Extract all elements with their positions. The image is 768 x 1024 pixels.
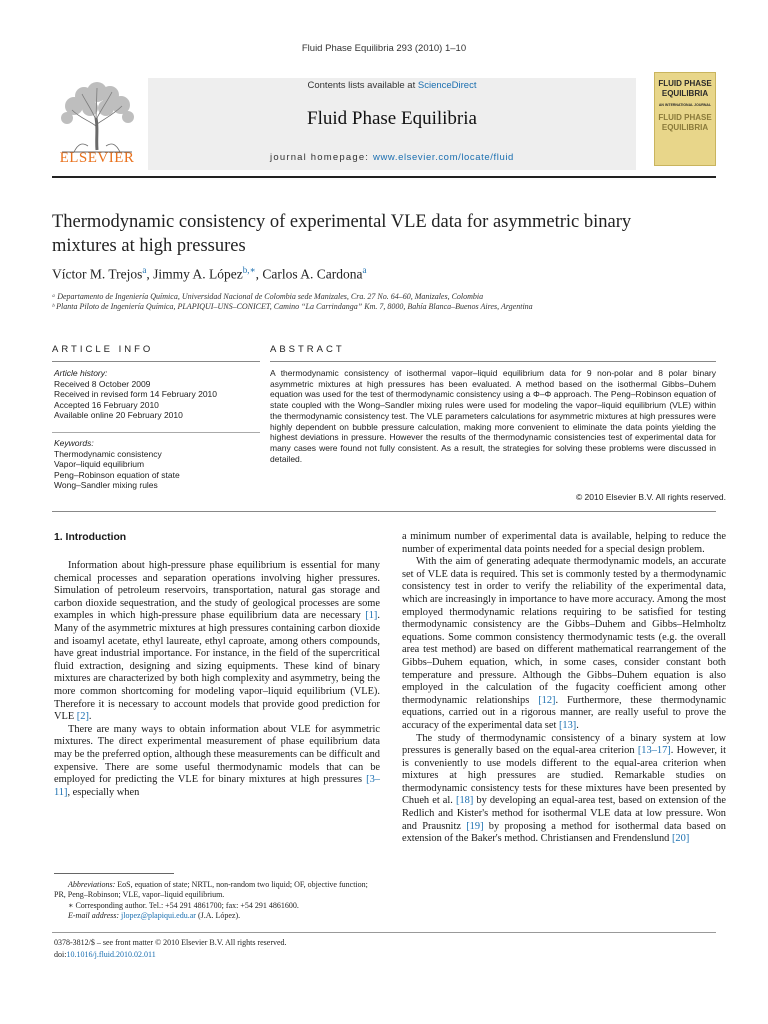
citation-link[interactable]: [18] <box>455 795 474 807</box>
elsevier-wordmark: ELSEVIER <box>59 150 135 166</box>
header-rule <box>52 176 716 178</box>
article-info-rule <box>52 361 260 362</box>
text-run: . <box>88 711 92 723</box>
author-name[interactable]: Víctor M. Trejos <box>52 266 143 282</box>
footnotes <box>54 880 380 922</box>
text-run: . Furthermore, these thermodynamic equations, carried out in a rigorous manner, are really useful to prove the accuracy of the experimental data set <box>402 694 726 731</box>
cover-subtitle: AN INTERNATIONAL JOURNAL <box>658 103 712 107</box>
abbreviations-footnote <box>54 880 380 901</box>
author-list: Víctor M. Trejos$^a$, Jimmy A. López$^{b,∗}$, Carlos A. Cardona$^a$ <box>52 265 367 282</box>
corresponding-author-footnote: ∗ Corresponding author. Tel.: +54 291 4861700; fax: +54 291 4861600. <box>68 900 299 910</box>
email-label: E-mail address: <box>68 911 120 921</box>
text-run: There are many ways to obtain information about VLE for asymmetric mixtures. The direct experimental measurement of phase equilibrium data may be the preferred option, although these measurements can be difficult and expensive. There are some useful thermodynamic models that can be employed for predicting the VLE for binary mixtures at high pressures <box>54 723 380 786</box>
abstract-rule <box>270 361 716 362</box>
cover-title-line: EQUILIBRIA <box>661 89 709 98</box>
history-item: Received 8 October 2009 <box>54 378 151 389</box>
history-label: Article history: <box>54 368 108 378</box>
text-run: . <box>576 719 579 731</box>
affiliation-mark[interactable]: b,∗ <box>242 265 256 275</box>
cover-title-line: FLUID PHASE <box>658 79 712 88</box>
keyword-item: Peng–Robinson equation of state <box>54 469 180 480</box>
affiliation-a: ᵃ Departamento de Ingeniería Química, Universidad Nacional de Colombia sede Manizales, Cra. 27 No. 64–60, Manizales, Colombia <box>52 292 484 301</box>
keywords-label: Keywords: <box>54 438 94 448</box>
paragraph <box>402 733 726 846</box>
abstract-body: A thermodynamic consistency of isothermal vapor–liquid equilibrium data for 9 non-polar and 8 polar binary asymmetric mixtures at high pressures has been evaluated. A method based on the isothermal Gibbs–Duhem equation was used for the test of thermodynamic consistency using a Φ–Φ approach. The Peng–Robinson equation of state coupled with the Wong–Sandler mixing rules were used for modeling the vapor–liquid equilibrium (VLE) within the thermodynamic consistency test. The VLE parameters calculations for asymmetric mixtures at high pressures were highly dependent on bubble pressure calculation, making more convenient to eliminate the data points yielding the highest deviations in pressure. However the results of the thermodynamic consistencies test of experimental data for many cases were found not fully consistent. As a result, the strategies for solving these problems were discussed in detailed. <box>270 368 716 464</box>
homepage-url-link[interactable]: www.elsevier.com/locate/fluid <box>372 152 514 163</box>
keyword-item: Wong–Sandler mixing rules <box>54 480 158 491</box>
citation-link[interactable]: [20] <box>671 833 690 845</box>
email-footnote <box>54 911 380 921</box>
citation-link[interactable]: [2] <box>76 711 89 723</box>
abstract-heading: ABSTRACT <box>270 344 345 355</box>
running-head: Fluid Phase Equilibria 293 (2010) 1–10 <box>301 43 467 54</box>
citation-link[interactable]: [19] <box>466 820 484 832</box>
email-link[interactable]: jlopez@plapiqui.edu.ar <box>121 911 196 921</box>
text-run: by proposing a method for isothermal data based on extension of the Baker's method. Christiansen and Frendenslund <box>402 820 726 845</box>
keyword-item: Vapor–liquid equilibrium <box>54 459 145 470</box>
right-text-column <box>402 531 726 846</box>
citation-link[interactable]: [13] <box>558 719 577 731</box>
cover-title-line: EQUILIBRIA <box>661 123 709 132</box>
paragraph: a minimum number of experimental data is available, helping to reduce the number of experimental data points needed for a special design problem. <box>402 531 726 555</box>
author-name[interactable]: Jimmy A. López <box>153 266 243 282</box>
history-item: Accepted 16 February 2010 <box>54 399 159 410</box>
article-title <box>52 210 722 258</box>
footnote-rule <box>54 873 174 874</box>
author-name[interactable]: Carlos A. Cardona <box>262 266 363 282</box>
abbreviations-text: EoS, equation of state; NRTL, non-random two liquid; OF, objective function; PR, Peng–Robinson; VLE, vapor–liquid equilibrium. <box>54 880 368 900</box>
citation-link[interactable]: [13–17] <box>637 745 671 757</box>
text-run: The study of thermodynamic consistency of a binary system at low pressures is generally based on the equal-area criterion <box>402 732 726 757</box>
cover-title-line: FLUID PHASE <box>658 113 712 122</box>
abstract-copyright: © 2010 Elsevier B.V. All rights reserved. <box>575 492 726 502</box>
doi-line <box>54 950 156 959</box>
abbreviations-label: Abbreviations: <box>68 880 116 889</box>
journal-cover-thumbnail[interactable] <box>654 72 716 166</box>
article-title-line: Thermodynamic consistency of experimental VLE data for asymmetric binary <box>52 212 632 232</box>
homepage-prefix: journal homepage: <box>270 152 373 163</box>
citation-link[interactable]: [1] <box>365 610 378 622</box>
text-run: , especially when <box>67 786 140 798</box>
paragraph <box>54 724 380 800</box>
issn-line: 0378-3812/$ – see front matter © 2010 Elsevier B.V. All rights reserved. <box>54 938 287 947</box>
text-run: . However, it is conveniently to use models different to the equal-area criterion when mixtures at high pressures are studied. Remarkable studies on thermodynamic consistency tests for these mixtures have been presented by Chueh et al. <box>402 745 726 807</box>
email-suffix: (J.A. López). <box>195 911 241 921</box>
text-run: With the aim of generating adequate thermodynamic models, an accurate set of VLE data is required. This set is commonly tested by a thermodynamic consistency test in order to verify the reliability of the experimental data, which are increasingly in importance to have more accuracy. Among the most employed thermodynamic relations requiring to be satisfied for testing thermodynamic consistency are the Gibbs–Duhem and Gibbs–Helmholtz equations. Some common consistency thermodynamic tests (e.g. the overall area test method) are based on different mathematical rearrangement of the Gibbs–Duhem equation, which, in some cases, consider constant both temperature and pressure. Although the Gibbs–Duhem equation is also employed in the calculation of the fugacity coefficient among other thermodynamic relationships <box>402 556 726 706</box>
contents-line <box>148 80 636 91</box>
article-history <box>54 368 259 421</box>
text-run: Information about high-pressure phase equilibrium is essential for many chemical processes and separation operations involving higher pressures. Simulation of petroleum reservoirs, transportation, natural gas storage and carbon dioxide sequestration, and the study of geological processes are some examples in which high-pressure phase equilibrium data are necessary <box>54 560 380 622</box>
paragraph <box>54 560 380 724</box>
paragraph <box>402 556 726 732</box>
history-item: Available online 20 February 2010 <box>54 410 183 421</box>
doi-prefix: doi: <box>54 950 67 959</box>
text-run: by developing an equal-area test, based on extension of the Redlich and Kister's method for isothermal VLE data at low pressure. Won and Prausnitz <box>402 795 726 832</box>
article-info-heading: ARTICLE INFO <box>52 344 154 355</box>
contents-prefix: Contents lists available at <box>307 80 418 91</box>
keyword-item: Thermodynamic consistency <box>54 448 162 459</box>
article-title-line: mixtures at high pressures <box>52 236 246 256</box>
keywords-rule <box>52 432 260 433</box>
journal-homepage-line <box>148 152 636 163</box>
keywords-block <box>54 438 259 491</box>
affiliation-mark[interactable]: a <box>362 265 367 275</box>
left-text-column <box>54 560 380 799</box>
citation-link[interactable]: [3–11] <box>54 774 380 798</box>
sciencedirect-link[interactable]: ScienceDirect <box>417 80 477 91</box>
history-item: Received in revised form 14 February 2010 <box>54 389 217 400</box>
citation-link[interactable]: [12] <box>538 694 556 706</box>
affiliation-mark[interactable]: a <box>142 265 147 275</box>
body-rule <box>52 511 716 512</box>
section-title-introduction: 1. Introduction <box>54 532 127 543</box>
text-run: . Many of the asymmetric mixtures at high pressures containing carbon dioxide and isoamyl acetate, ethyl laureate, ethyl caproate, among others compounds, have great industrial importance. For instance, in the field of the supercritical fluid extraction, designing and sizing equipments. These kind of binary mixtures are characterized by both high complexity and asymmetry, being the more common shortcoming for modeling vapor–liquid equilibrium (VLE). Therefore it is necessary to account models that provide good prediction for VLE <box>54 610 380 723</box>
bottom-rule <box>52 932 716 933</box>
journal-title[interactable]: Fluid Phase Equilibria <box>307 108 477 129</box>
affiliation-b: ᵇ Planta Piloto de Ingeniería Química, PLAPIQUI–UNS–CONICET, Camino “La Carrindanga” Km. 7, 8000, Bahía Blanca–Buenos Aires, Argentina <box>52 302 533 311</box>
doi-link[interactable]: 10.1016/j.fluid.2010.02.011 <box>66 950 156 959</box>
